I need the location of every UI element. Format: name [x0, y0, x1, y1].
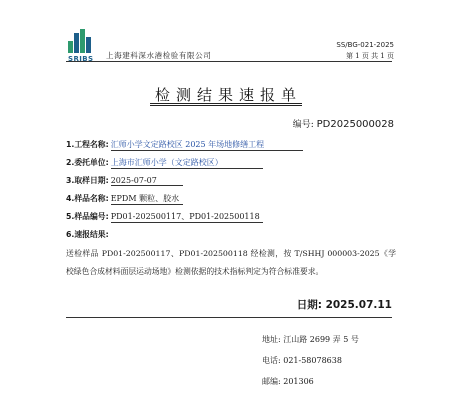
field-label: 4.样品名称:: [66, 194, 109, 203]
field-label: 5.样品编号:: [66, 212, 109, 221]
field-value: 汇师小学文定路校区 2025 年场地修缮工程: [111, 139, 303, 151]
field-sample-number: [66, 211, 263, 223]
title-underline: [150, 103, 302, 104]
date-value: 2025.07.11: [325, 299, 392, 311]
field-label: 3.取样日期:: [66, 176, 109, 185]
field-value: 上海市汇师小学（文定路校区）: [111, 157, 263, 169]
company-name: 上海建科深水港检验有限公司: [106, 51, 212, 60]
field-label: 1.工程名称:: [66, 140, 109, 149]
date-label: 日期:: [296, 299, 322, 311]
contact-phone: 电话: 021-58078638: [262, 356, 342, 365]
report-title: 检测结果速报单: [155, 86, 303, 104]
doc-number: SS/BG-021-2025: [336, 41, 394, 49]
serial-value: PD2025000028: [316, 119, 394, 130]
report-date: [297, 297, 392, 312]
field-label: 6.速报结果:: [66, 230, 109, 239]
page-info: 第 1 页 共 1 页: [345, 52, 394, 60]
brand-name: SRIBS: [68, 55, 94, 63]
field-label: 2.委托单位:: [66, 158, 109, 167]
result-conclusion: 送检样品 PD01-202500117、PD01-202500118 经检测，按 T/SHHJ 000003-2025《学校绿色合成材料面层运动场地》检测依据的技术指标判定为符合标准要求。: [66, 249, 396, 276]
field-value: EPDM 颗粒、胶水: [111, 193, 183, 205]
footer-divider: [66, 317, 392, 318]
field-value: 2025-07-07: [111, 176, 183, 186]
field-client: [66, 157, 263, 169]
serial-label: 编号:: [292, 120, 314, 130]
title-underline-double: [150, 105, 302, 106]
contact-postcode: 邮编: 201306: [262, 377, 314, 386]
contact-address: 地址: 江山路 2699 弄 5 号: [262, 335, 359, 344]
field-sample-name: [66, 193, 183, 205]
field-value: PD01-202500117、PD01-202500118: [111, 211, 263, 223]
header-divider: [66, 61, 392, 62]
field-sampling-date: [66, 175, 183, 186]
field-result: [66, 229, 109, 240]
report-serial: [293, 117, 394, 130]
field-project-name: [66, 139, 303, 151]
